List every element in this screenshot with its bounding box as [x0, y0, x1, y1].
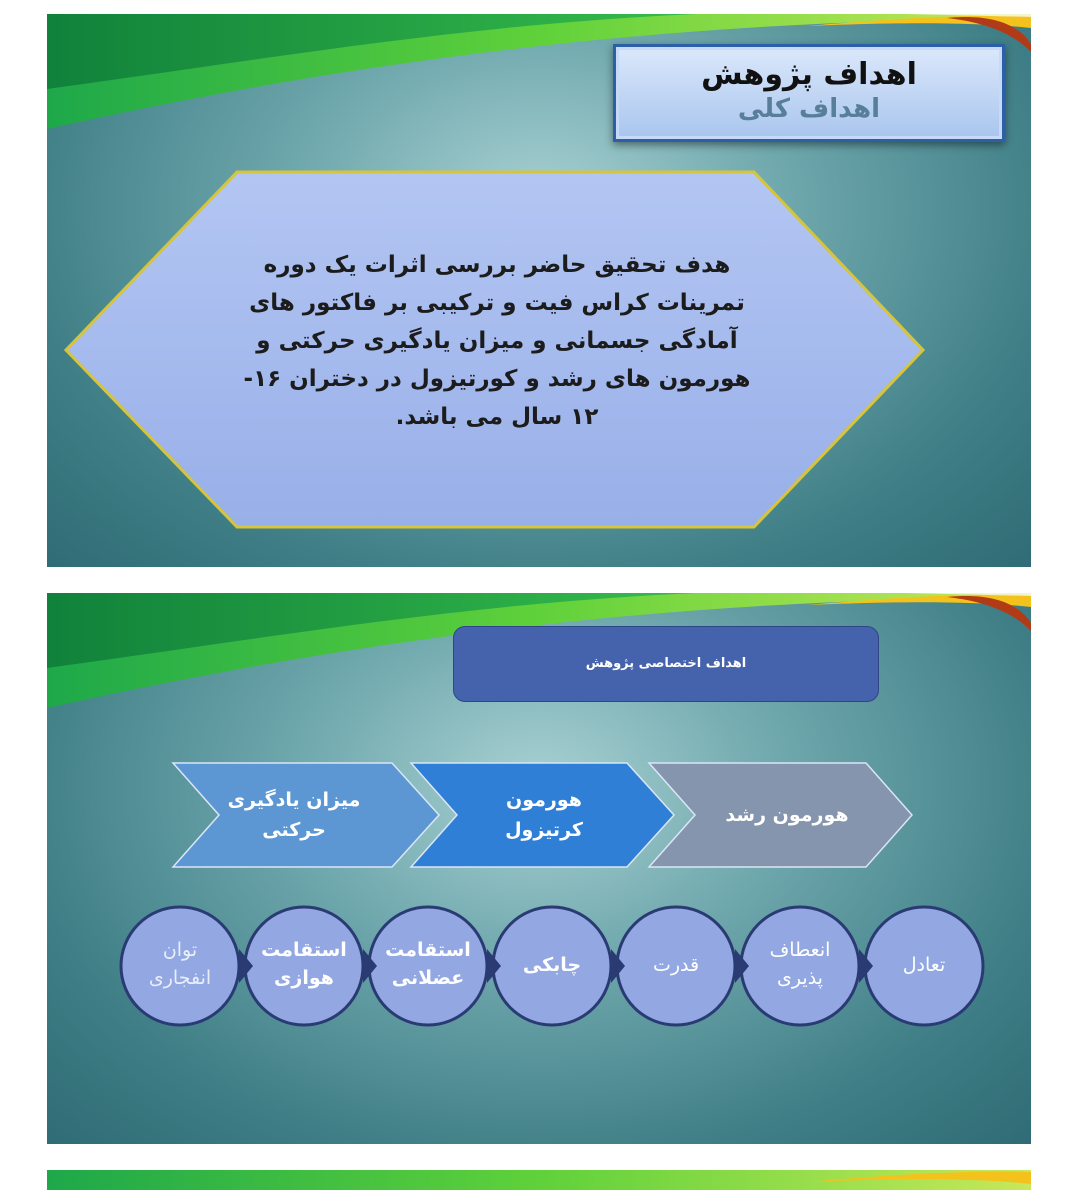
- objective-line: تمرینات کراس فیت و ترکیبی بر فاکتور های: [249, 290, 745, 316]
- circle-label-balance: تعادل: [902, 954, 946, 976]
- circle-label-agility: چابکی: [522, 954, 582, 976]
- circle-label-flexibility: انعطاف پذیری: [769, 939, 831, 989]
- objective-text: [237, 246, 757, 436]
- objectives-diagram: [47, 593, 1031, 1144]
- circle-label-strength: قدرت: [652, 954, 700, 976]
- objective-line: هورمون های رشد و کورتیزول در دختران ۱۶-: [243, 366, 751, 392]
- chevron-label-motor-learning: میزان یادگیری حرکتی: [227, 789, 361, 841]
- chevron-label-cortisol: هورمون کرتیزول: [505, 789, 583, 841]
- slide-2[interactable]: [47, 593, 1031, 1144]
- circle-label-aerobic-endurance: استقامت هوازی: [261, 939, 347, 989]
- slide-title: اهداف پژوهش: [701, 57, 917, 92]
- slide-1[interactable]: [47, 14, 1031, 567]
- objective-line: آمادگی جسمانی و میزان یادگیری حرکتی و: [256, 328, 738, 354]
- chevron-label-growth-hormone: هورمون رشد: [725, 804, 849, 826]
- circle-label-muscular-endurance: استقامت عضلانی: [385, 939, 471, 989]
- specific-objectives-heading: اهداف اختصاصی پژوهش: [453, 626, 879, 702]
- circle-label-explosive-power: توان انفجاری: [148, 939, 212, 989]
- objective-line: ۱۲ سال می باشد.: [395, 404, 599, 430]
- green-swoosh-decoration: [47, 1170, 1031, 1190]
- objective-line: هدف تحقیق حاضر بررسی اثرات یک دوره: [263, 252, 731, 278]
- slide-title-box: [613, 44, 1005, 142]
- slide-3-partial[interactable]: [47, 1170, 1031, 1190]
- slide-subtitle: اهداف کلی: [737, 94, 881, 124]
